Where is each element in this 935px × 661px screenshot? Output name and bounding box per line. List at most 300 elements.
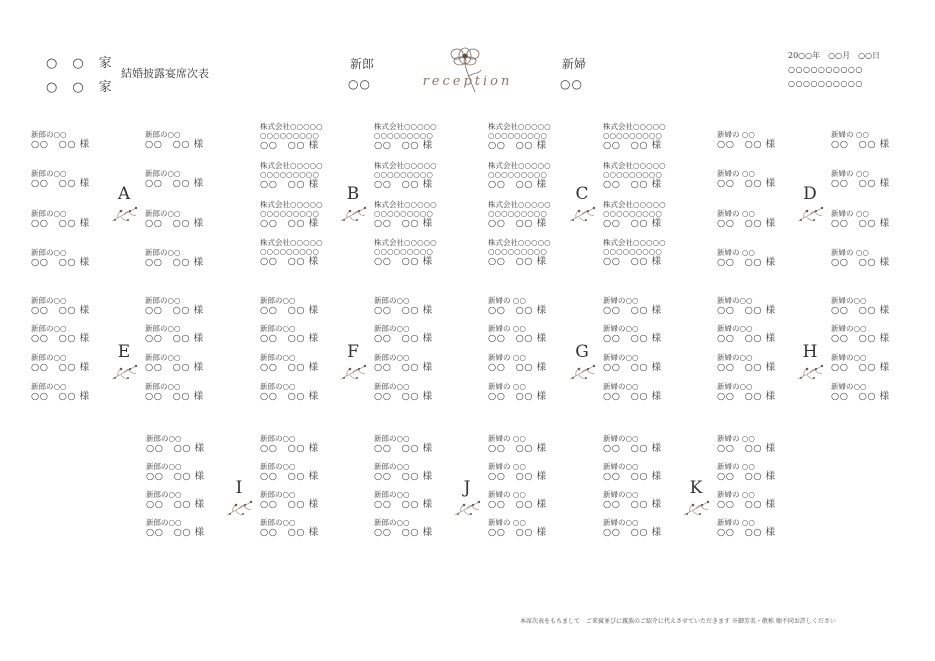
guest-name: ○○ ○○ 様: [145, 391, 204, 402]
guest-seat: [831, 296, 890, 316]
guest-name: ○○ ○○ 様: [260, 179, 319, 190]
guest-seat: [831, 130, 890, 150]
guest-seat: [831, 353, 890, 373]
guest-name: ○○ ○○ 様: [831, 139, 890, 150]
guest-name: ○○ ○○ 様: [488, 443, 547, 454]
table-label-a: A: [117, 184, 131, 204]
guest-relation: 新郎の○○: [374, 462, 410, 471]
guest-department: ○○○○○○○○○: [374, 131, 433, 140]
guest-relation: 新婦の○○: [603, 518, 639, 527]
guest-name: ○○ ○○ 様: [831, 178, 890, 189]
guest-company: 株式会社○○○○○: [603, 161, 666, 170]
guest-relation: 新婦の○○: [603, 324, 639, 333]
guest-relation: 新婦の○○: [831, 296, 867, 305]
guest-seat: [31, 382, 90, 402]
flower-sprig-icon: [452, 497, 482, 519]
flower-sprig-icon: [795, 361, 825, 383]
guest-relation: 新郎の○○: [374, 490, 410, 499]
guest-name: ○○ ○○ 様: [488, 499, 547, 510]
guest-seat: [260, 200, 323, 229]
guest-name: ○○ ○○ 様: [603, 362, 662, 373]
guest-relation: 新郎の○○: [260, 462, 296, 471]
guest-seat: [603, 434, 662, 454]
guest-name: ○○ ○○ 様: [717, 391, 776, 402]
guest-name: ○○ ○○ 様: [717, 178, 776, 189]
guest-relation: 新郎の○○: [31, 169, 67, 178]
table-label-d: D: [803, 184, 817, 204]
guest-seat: [146, 490, 205, 510]
guest-name: ○○ ○○ 様: [831, 305, 890, 316]
guest-seat: [488, 434, 547, 454]
guest-seat: [488, 462, 547, 482]
bride-label: 新婦: [562, 57, 587, 71]
guest-seat: [488, 490, 547, 510]
guest-relation: 新郎の○○: [374, 382, 410, 391]
guest-relation: 新婦の○○: [717, 353, 753, 362]
table-label-c: C: [575, 184, 589, 204]
guest-name: ○○ ○○ 様: [145, 333, 204, 344]
guest-relation: 新婦の ○○: [831, 248, 869, 257]
guest-seat: [374, 161, 437, 190]
guest-name: ○○ ○○ 様: [717, 305, 776, 316]
guest-name: ○○ ○○ 様: [145, 178, 204, 189]
guest-relation: 新婦の○○: [603, 353, 639, 362]
guest-department: ○○○○○○○○○: [488, 170, 547, 179]
guest-relation: 新郎の○○: [31, 130, 67, 139]
guest-seat: [31, 296, 90, 316]
guest-name: ○○ ○○ 様: [31, 333, 90, 344]
guest-name: ○○ ○○ 様: [31, 257, 90, 268]
table-label-f: F: [347, 342, 359, 362]
logo-text: reception: [422, 74, 513, 89]
guest-relation: 新婦の○○: [603, 462, 639, 471]
guest-department: ○○○○○○○○○: [260, 247, 319, 256]
guest-name: ○○ ○○ 様: [31, 362, 90, 373]
guest-name: ○○ ○○ 様: [488, 527, 547, 538]
guest-name: ○○ ○○ 様: [146, 527, 205, 538]
guest-relation: 新郎の○○: [31, 248, 67, 257]
guest-relation: 新婦の ○○: [488, 462, 526, 471]
guest-name: ○○ ○○ 様: [145, 305, 204, 316]
guest-relation: 新婦の○○: [717, 296, 753, 305]
guest-seat: [603, 238, 666, 267]
guest-name: ○○ ○○ 様: [374, 179, 433, 190]
flower-sprig-icon: [567, 203, 597, 225]
guest-seat: [488, 200, 551, 229]
guest-relation: 新婦の ○○: [717, 434, 755, 443]
guest-name: ○○ ○○ 様: [488, 471, 547, 482]
guest-relation: 新郎の○○: [145, 169, 181, 178]
guest-seat: [717, 518, 776, 538]
guest-name: ○○ ○○ 様: [603, 443, 662, 454]
guest-seat: [260, 161, 323, 190]
guest-name: ○○ ○○ 様: [145, 362, 204, 373]
guest-seat: [603, 200, 666, 229]
guest-seat: [145, 296, 204, 316]
guest-seat: [717, 324, 776, 344]
flower-sprig-icon: [109, 203, 139, 225]
guest-seat: [146, 434, 205, 454]
guest-seat: [488, 324, 547, 344]
guest-name: ○○ ○○ 様: [717, 499, 776, 510]
guest-seat: [831, 324, 890, 344]
flower-sprig-icon: [681, 497, 711, 519]
guest-seat: [374, 382, 433, 402]
guest-department: ○○○○○○○○○: [603, 247, 662, 256]
guest-relation: 新婦の ○○: [488, 296, 526, 305]
guest-relation: 新郎の○○: [31, 324, 67, 333]
guest-company: 株式会社○○○○○: [374, 161, 437, 170]
guest-name: ○○ ○○ 様: [146, 499, 205, 510]
guest-relation: 新郎の○○: [260, 353, 296, 362]
guest-relation: 新郎の○○: [260, 518, 296, 527]
guest-relation: 新郎の○○: [145, 248, 181, 257]
guest-name: ○○ ○○ 様: [831, 218, 890, 229]
guest-seat: [603, 490, 662, 510]
guest-seat: [488, 296, 547, 316]
flower-sprig-icon: [224, 497, 254, 519]
guest-relation: 新婦の ○○: [717, 462, 755, 471]
guest-name: ○○ ○○ 様: [717, 527, 776, 538]
guest-company: 株式会社○○○○○: [488, 200, 551, 209]
guest-seat: [145, 382, 204, 402]
guest-name: ○○ ○○ 様: [717, 139, 776, 150]
guest-seat: [31, 248, 90, 268]
guest-seat: [717, 209, 776, 229]
guest-name: ○○ ○○ 様: [717, 257, 776, 268]
guest-name: ○○ ○○ 様: [374, 140, 433, 151]
guest-seat: [831, 209, 890, 229]
guest-name: ○○ ○○ 様: [717, 333, 776, 344]
guest-name: ○○ ○○ 様: [260, 218, 319, 229]
flower-sprig-icon: [567, 361, 597, 383]
guest-seat: [31, 169, 90, 189]
groom-name: ○○: [348, 77, 371, 91]
guest-seat: [488, 161, 551, 190]
guest-seat: [717, 130, 776, 150]
guest-name: ○○ ○○ 様: [831, 391, 890, 402]
guest-seat: [260, 296, 319, 316]
guest-relation: 新婦の○○: [831, 382, 867, 391]
guest-name: ○○ ○○ 様: [31, 178, 90, 189]
guest-seat: [260, 353, 319, 373]
guest-name: ○○ ○○ 様: [260, 471, 319, 482]
guest-seat: [374, 200, 437, 229]
guest-relation: 新郎の○○: [260, 324, 296, 333]
bride-name: ○○: [560, 77, 583, 91]
guest-name: ○○ ○○ 様: [374, 471, 433, 482]
guest-seat: [31, 209, 90, 229]
guest-seat: [374, 434, 433, 454]
groom-label: 新郎: [350, 57, 375, 71]
guest-seat: [260, 462, 319, 482]
table-label-e: E: [117, 342, 131, 362]
guest-seat: [374, 490, 433, 510]
guest-relation: 新郎の○○: [374, 324, 410, 333]
guest-company: 株式会社○○○○○: [260, 161, 323, 170]
guest-company: 株式会社○○○○○: [603, 122, 666, 131]
guest-company: 株式会社○○○○○: [374, 238, 437, 247]
guest-relation: 新婦の ○○: [488, 518, 526, 527]
guest-relation: 新婦の ○○: [488, 434, 526, 443]
guest-name: ○○ ○○ 様: [488, 140, 547, 151]
footer-note: 本席次表をもちまして ご来賓並びに親族のご紹介に代えさせていただきます ※御芳名・敬称 順不同お許しください: [520, 618, 836, 625]
guest-name: ○○ ○○ 様: [260, 499, 319, 510]
guest-name: ○○ ○○ 様: [831, 333, 890, 344]
guest-name: ○○ ○○ 様: [831, 257, 890, 268]
guest-name: ○○ ○○ 様: [603, 140, 662, 151]
guest-seat: [488, 122, 551, 151]
guest-company: 株式会社○○○○○: [488, 122, 551, 131]
guest-name: ○○ ○○ 様: [374, 305, 433, 316]
venue-line-1: ○○○○○○○○○○: [788, 65, 863, 74]
guest-name: ○○ ○○ 様: [831, 362, 890, 373]
guest-department: ○○○○○○○○○: [260, 131, 319, 140]
guest-relation: 新婦の○○: [717, 324, 753, 333]
guest-relation: 新郎の○○: [260, 382, 296, 391]
guest-name: ○○ ○○ 様: [603, 333, 662, 344]
guest-seat: [603, 324, 662, 344]
guest-seat: [260, 518, 319, 538]
family-name-2: ○ ○ 家: [46, 80, 113, 95]
guest-name: ○○ ○○ 様: [260, 140, 319, 151]
guest-name: ○○ ○○ 様: [260, 256, 319, 267]
guest-department: ○○○○○○○○○: [374, 209, 433, 218]
guest-company: 株式会社○○○○○: [374, 122, 437, 131]
guest-name: ○○ ○○ 様: [374, 333, 433, 344]
guest-seat: [31, 130, 90, 150]
guest-company: 株式会社○○○○○: [603, 200, 666, 209]
guest-relation: 新郎の○○: [374, 434, 410, 443]
guest-relation: 新婦の ○○: [717, 248, 755, 257]
guest-relation: 新婦の ○○: [488, 490, 526, 499]
guest-name: ○○ ○○ 様: [31, 305, 90, 316]
guest-name: ○○ ○○ 様: [146, 443, 205, 454]
guest-company: 株式会社○○○○○: [374, 200, 437, 209]
guest-seat: [145, 248, 204, 268]
guest-seat: [603, 296, 662, 316]
guest-name: ○○ ○○ 様: [145, 139, 204, 150]
guest-seat: [31, 353, 90, 373]
table-label-k: K: [689, 478, 703, 498]
guest-department: ○○○○○○○○○: [603, 209, 662, 218]
guest-seat: [488, 353, 547, 373]
guest-seat: [603, 462, 662, 482]
guest-relation: 新婦の ○○: [717, 130, 755, 139]
guest-seat: [146, 462, 205, 482]
table-label-b: B: [346, 184, 360, 204]
guest-seat: [717, 353, 776, 373]
guest-seat: [603, 382, 662, 402]
guest-relation: 新婦の ○○: [488, 382, 526, 391]
guest-seat: [374, 462, 433, 482]
guest-name: ○○ ○○ 様: [488, 179, 547, 190]
venue-line-2: ○○○○○○○○○○: [788, 79, 863, 88]
guest-relation: 新郎の○○: [145, 209, 181, 218]
guest-name: ○○ ○○ 様: [488, 362, 547, 373]
guest-name: ○○ ○○ 様: [145, 218, 204, 229]
guest-name: ○○ ○○ 様: [374, 256, 433, 267]
guest-name: ○○ ○○ 様: [146, 471, 205, 482]
guest-relation: 新婦の○○: [603, 296, 639, 305]
guest-relation: 新婦の ○○: [488, 353, 526, 362]
guest-seat: [603, 518, 662, 538]
guest-name: ○○ ○○ 様: [374, 391, 433, 402]
guest-seat: [488, 518, 547, 538]
guest-name: ○○ ○○ 様: [260, 391, 319, 402]
guest-name: ○○ ○○ 様: [488, 391, 547, 402]
guest-seat: [260, 490, 319, 510]
guest-seat: [260, 382, 319, 402]
guest-name: ○○ ○○ 様: [603, 499, 662, 510]
flower-sprig-icon: [795, 203, 825, 225]
guest-seat: [146, 518, 205, 538]
guest-name: ○○ ○○ 様: [488, 333, 547, 344]
guest-relation: 新郎の○○: [260, 296, 296, 305]
guest-name: ○○ ○○ 様: [603, 391, 662, 402]
guest-relation: 新婦の ○○: [717, 518, 755, 527]
guest-name: ○○ ○○ 様: [488, 305, 547, 316]
guest-seat: [831, 169, 890, 189]
guest-name: ○○ ○○ 様: [603, 527, 662, 538]
guest-name: ○○ ○○ 様: [603, 305, 662, 316]
guest-seat: [717, 434, 776, 454]
guest-relation: 新郎の○○: [31, 382, 67, 391]
guest-seat: [145, 169, 204, 189]
guest-department: ○○○○○○○○○: [374, 170, 433, 179]
guest-seat: [717, 169, 776, 189]
flower-sprig-icon: [109, 361, 139, 383]
table-label-h: H: [802, 342, 818, 362]
guest-seat: [831, 248, 890, 268]
guest-name: ○○ ○○ 様: [488, 218, 547, 229]
guest-seat: [145, 130, 204, 150]
guest-relation: 新婦の○○: [603, 382, 639, 391]
guest-name: ○○ ○○ 様: [717, 443, 776, 454]
flower-sprig-icon: [338, 203, 368, 225]
guest-seat: [260, 324, 319, 344]
guest-relation: 新婦の ○○: [831, 130, 869, 139]
guest-seat: [717, 462, 776, 482]
guest-name: ○○ ○○ 様: [374, 218, 433, 229]
date-line: 20○○年 ○○月 ○○日: [788, 51, 881, 60]
guest-name: ○○ ○○ 様: [374, 499, 433, 510]
guest-relation: 新郎の○○: [146, 490, 182, 499]
guest-seat: [717, 382, 776, 402]
guest-name: ○○ ○○ 様: [603, 471, 662, 482]
guest-name: ○○ ○○ 様: [603, 218, 662, 229]
guest-relation: 新婦の ○○: [488, 324, 526, 333]
guest-company: 株式会社○○○○○: [260, 238, 323, 247]
guest-relation: 新郎の○○: [145, 130, 181, 139]
guest-name: ○○ ○○ 様: [717, 471, 776, 482]
guest-department: ○○○○○○○○○: [260, 209, 319, 218]
guest-name: ○○ ○○ 様: [31, 391, 90, 402]
guest-name: ○○ ○○ 様: [260, 527, 319, 538]
guest-seat: [260, 122, 323, 151]
guest-seat: [717, 296, 776, 316]
guest-relation: 新郎の○○: [145, 296, 181, 305]
guest-name: ○○ ○○ 様: [374, 527, 433, 538]
guest-seat: [145, 353, 204, 373]
guest-relation: 新婦の ○○: [717, 209, 755, 218]
guest-name: ○○ ○○ 様: [717, 218, 776, 229]
guest-relation: 新郎の○○: [146, 462, 182, 471]
guest-seat: [488, 238, 551, 267]
guest-name: ○○ ○○ 様: [717, 362, 776, 373]
guest-relation: 新郎の○○: [145, 324, 181, 333]
guest-name: ○○ ○○ 様: [603, 179, 662, 190]
guest-relation: 新郎の○○: [374, 296, 410, 305]
guest-relation: 新婦の ○○: [831, 209, 869, 218]
guest-name: ○○ ○○ 様: [31, 218, 90, 229]
guest-name: ○○ ○○ 様: [260, 333, 319, 344]
table-label-i: I: [235, 478, 243, 498]
guest-name: ○○ ○○ 様: [603, 256, 662, 267]
guest-department: ○○○○○○○○○: [603, 131, 662, 140]
guest-seat: [717, 490, 776, 510]
guest-seat: [31, 324, 90, 344]
guest-seat: [831, 382, 890, 402]
guest-relation: 新郎の○○: [145, 382, 181, 391]
guest-department: ○○○○○○○○○: [488, 247, 547, 256]
guest-name: ○○ ○○ 様: [260, 362, 319, 373]
guest-seat: [260, 238, 323, 267]
guest-name: ○○ ○○ 様: [31, 139, 90, 150]
guest-name: ○○ ○○ 様: [374, 443, 433, 454]
guest-relation: 新郎の○○: [31, 353, 67, 362]
guest-relation: 新婦の○○: [717, 382, 753, 391]
guest-relation: 新婦の ○○: [717, 490, 755, 499]
guest-seat: [717, 248, 776, 268]
guest-seat: [145, 324, 204, 344]
guest-relation: 新郎の○○: [260, 490, 296, 499]
anemone-flower-icon: [405, 40, 525, 100]
guest-relation: 新郎の○○: [145, 353, 181, 362]
guest-seat: [488, 382, 547, 402]
guest-seat: [603, 122, 666, 151]
guest-company: 株式会社○○○○○: [603, 238, 666, 247]
guest-seat: [374, 353, 433, 373]
guest-department: ○○○○○○○○○: [603, 170, 662, 179]
guest-seat: [374, 296, 433, 316]
guest-relation: 新郎の○○: [31, 296, 67, 305]
guest-seat: [260, 434, 319, 454]
guest-seat: [603, 161, 666, 190]
flower-sprig-icon: [338, 361, 368, 383]
guest-relation: 新郎の○○: [260, 434, 296, 443]
guest-seat: [374, 324, 433, 344]
guest-company: 株式会社○○○○○: [260, 122, 323, 131]
guest-company: 株式会社○○○○○: [260, 200, 323, 209]
guest-name: ○○ ○○ 様: [260, 305, 319, 316]
guest-relation: 新郎の○○: [146, 518, 182, 527]
guest-relation: 新婦の○○: [831, 353, 867, 362]
guest-relation: 新婦の○○: [831, 324, 867, 333]
guest-department: ○○○○○○○○○: [488, 209, 547, 218]
guest-relation: 新婦の ○○: [717, 169, 755, 178]
table-label-j: J: [463, 478, 471, 498]
guest-relation: 新郎の○○: [374, 518, 410, 527]
guest-seat: [374, 518, 433, 538]
guest-company: 株式会社○○○○○: [488, 238, 551, 247]
table-label-g: G: [575, 342, 589, 362]
guest-company: 株式会社○○○○○: [488, 161, 551, 170]
family-name-1: ○ ○ 家: [46, 56, 113, 71]
guest-seat: [374, 122, 437, 151]
guest-relation: 新郎の○○: [374, 353, 410, 362]
guest-name: ○○ ○○ 様: [488, 256, 547, 267]
